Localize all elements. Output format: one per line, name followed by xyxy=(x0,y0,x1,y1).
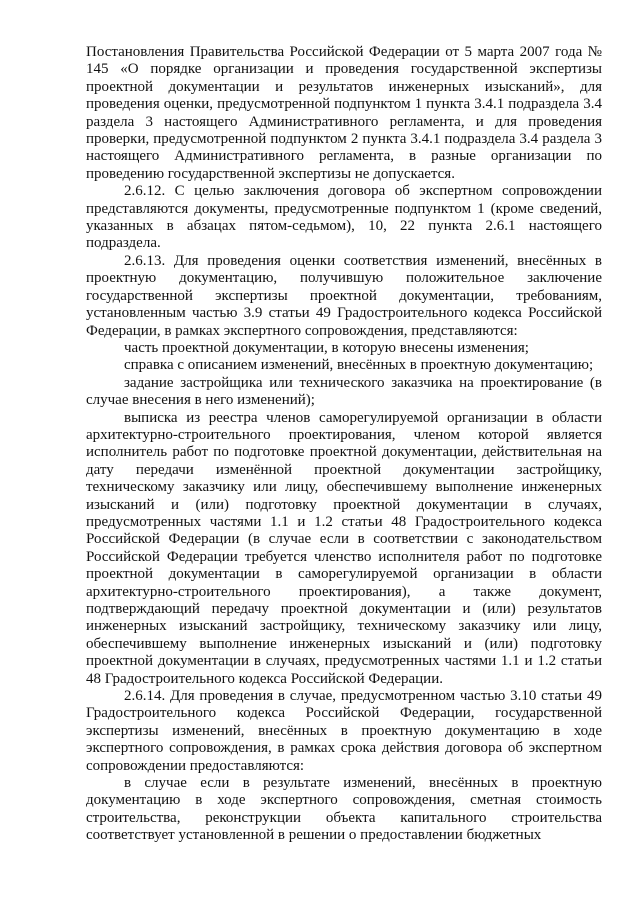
list-item-design-assignment: задание застройщика или технического заказчика на проектирование (в случае внесения в него изменений); xyxy=(86,374,602,409)
list-item-change-certificate: справка с описанием изменений, внесённых в проектную документацию; xyxy=(124,357,594,374)
paragraph-2-6-13: 2.6.13. Для проведения оценки соответствия изменений, внесённых в проектную документацию, получившую положительное заключение государственной экспертизы проектной документации, требованиям, установленным частью 3.9 статьи 49 Градостроительного кодекса Российской Федерации, в рамках экспертного сопровождения, представляются: xyxy=(86,252,602,339)
paragraph-2-6-14: 2.6.14. Для проведения в случае, предусмотренном частью 3.10 статьи 49 Градостроительного кодекса Российской Федерации, государственной экспертизы изменений, внесённых в проектную документацию в ходе экспертного сопровождения, в рамках срока действия договора об экспертном сопровождении предоставляются: xyxy=(86,688,602,774)
list-item-project-part: часть проектной документации, в которую внесены изменения; xyxy=(124,339,529,356)
paragraph-2-6-12: 2.6.12. С целью заключения договора об экспертном сопровождении представляются документы, предусмотренные подпунктом 1 (кроме сведений, указанных в абзацах пятом-седьмом), 10, 22 пункта 2.6.1 настоящего подраздела. xyxy=(86,183,602,252)
list-item-sro-registry-extract: выписка из реестра членов саморегулируемой организации в области архитектурно-строительного проектирования, членом которой является исполнитель работ по подготовке проектной документации, действительная на дату передачи изменённой проектной документации застройщику, техническому заказчику или лицу, обеспечившему выполнение инженерных изысканий и (или) подготовку проектной документации в случаях, предусмотренных частями 1.1 и 1.2 статьи 48 Градостроительного кодекса Российской Федерации (в случае если в соответствии с законодательством Российской Федерации требуется членство исполнителя работ по подготовке проектной документации в саморегулируемой организации в области архитектурно-строительного проектирования), а также документ, подтверждающий передачу проектной документации и (или) результатов инженерных изысканий застройщику, техническому заказчику или лицу, обеспечившему выполнение инженерных изысканий и (или) подготовку проектной документации в случаях, предусмотренных частями 1.1 и 1.2 статьи 48 Градостроительного кодекса Российской Федерации. xyxy=(86,409,602,687)
document-page xyxy=(86,44,602,845)
paragraph-continuation: Постановления Правительства Российской Федерации от 5 марта 2007 года № 145 «О порядке организации и проведения государственной экспертизы проектной документации и результатов инженерных изысканий», для проведения оценки, предусмотренной подпунктом 1 пункта 3.4.1 подраздела 3.4 раздела 3 настоящего Административного регламента, и для проведения проверки, предусмотренной подпунктом 2 пункта 3.4.1 подраздела 3.4 раздела 3 настоящего Административного регламента, в разные организации по проведению государственной экспертизы не допускается. xyxy=(86,44,602,182)
list-item-estimated-cost: в случае если в результате изменений, внесённых в проектную документацию в ходе экспертного сопровождения, сметная стоимость строительства, реконструкции объекта капитального строительства соответствует установленной в решении о предоставлении бюджетных xyxy=(86,775,602,844)
